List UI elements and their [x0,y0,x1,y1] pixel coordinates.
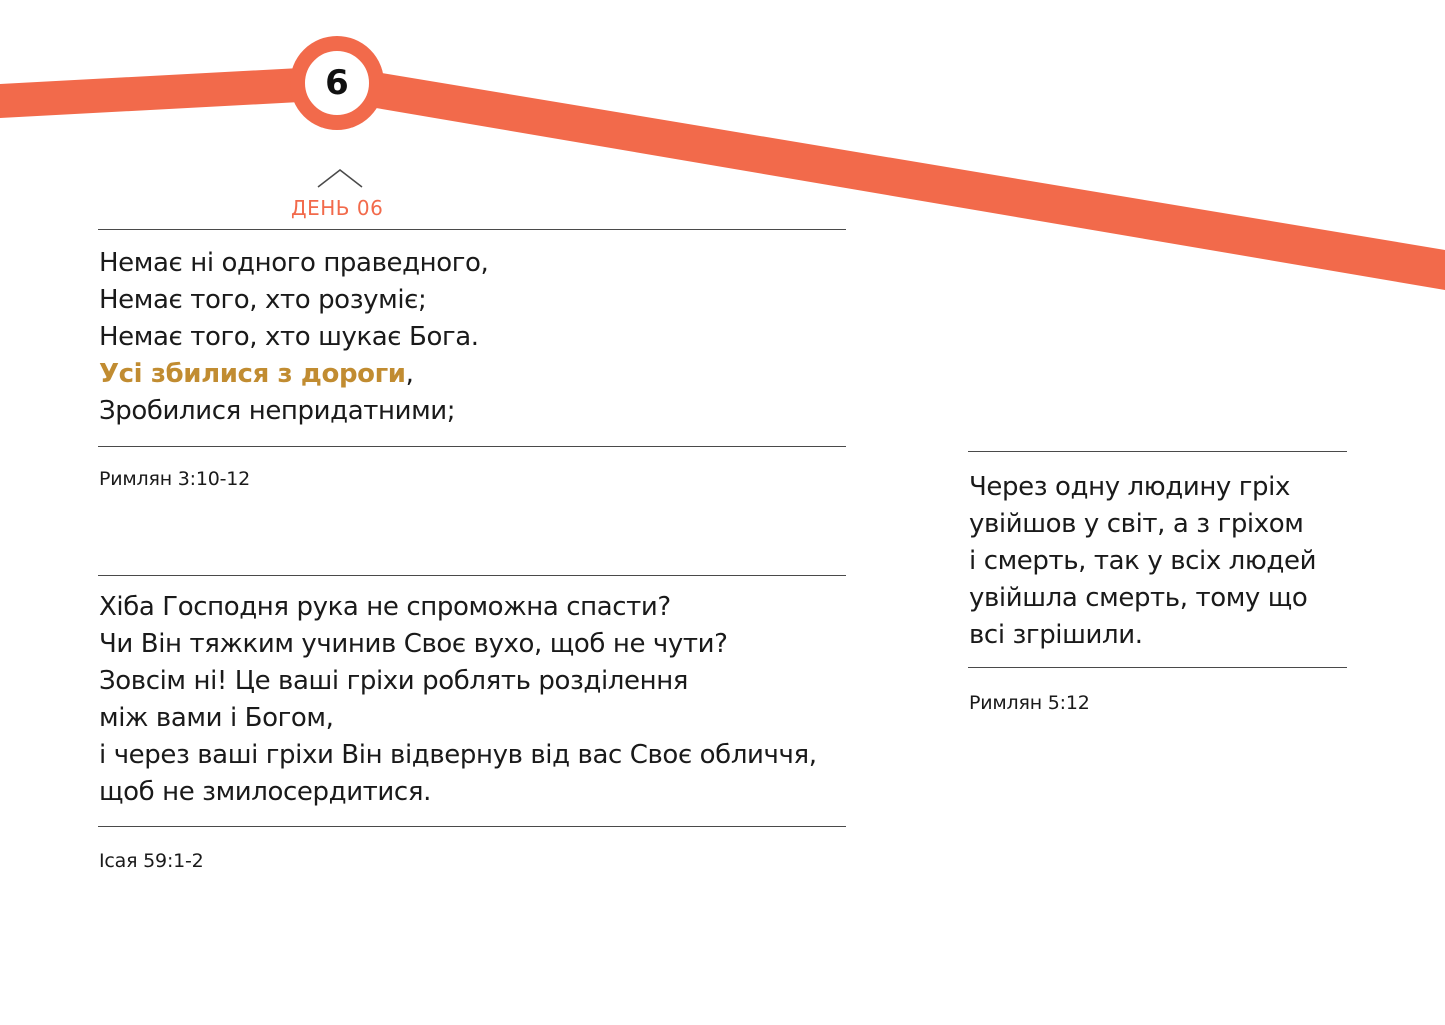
verse-reference: Римлян 3:10-12 [99,468,251,490]
verse-line: і смерть, так у всіх людей [969,546,1317,576]
verse-line-highlighted [99,356,488,393]
verse-line: Немає того, хто розуміє; [99,285,427,315]
verse-line: Зовсім ні! Це ваші гріхи роблять розділення [99,666,689,696]
divider [98,575,846,576]
divider [98,446,846,447]
divider [98,229,846,230]
verse-reference: Римлян 5:12 [969,692,1090,714]
verse-line: Через одну людину гріх [969,472,1290,502]
verse-emphasis: Усі збилися з дороги [99,359,406,389]
verse-line: всі згрішили. [969,620,1143,650]
divider [968,667,1347,668]
verse-line: між вами і Богом, [99,703,334,733]
verse-text [969,469,1316,654]
verse-line: Немає того, хто шукає Бога. [99,322,479,352]
verse-text [99,245,488,430]
verse-punctuation: , [405,359,414,389]
caret-up-icon [317,168,363,188]
verse-line: Немає ні одного праведного, [99,248,489,278]
verse-line: і через ваші гріхи Він відвернув від вас Своє обличчя, [99,740,817,770]
verse-line: увійшла смерть, тому що [969,583,1308,613]
divider [98,826,846,827]
verse-text [99,589,817,811]
divider [968,451,1347,452]
day-marker-circle [290,36,384,130]
verse-line: щоб не змилосердитися. [99,777,431,807]
verse-line: Хіба Господня рука не спроможна спасти? [99,592,671,622]
verse-line: увійшов у світ, а з гріхом [969,509,1304,539]
verse-reference: Ісая 59:1-2 [99,850,204,872]
verse-line: Чи Він тяжким учинив Своє вухо, щоб не чути? [99,629,728,659]
day-number: 6 [325,63,349,103]
day-label: ДЕНЬ 06 [291,196,384,220]
verse-line: Зробилися непридатними; [99,396,456,426]
